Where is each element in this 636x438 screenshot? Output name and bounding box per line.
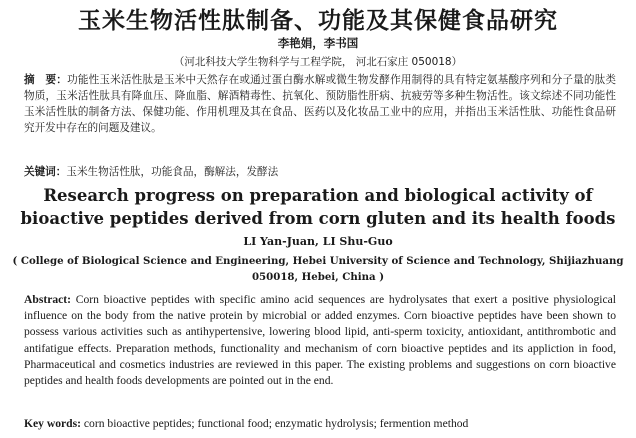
english-abstract-label: Abstract:	[24, 293, 72, 306]
english-authors: LI Yan-Juan, LI Shu-Guo	[243, 235, 393, 248]
english-keywords	[24, 416, 616, 432]
english-keywords-label: Key words:	[24, 417, 81, 430]
chinese-keywords	[24, 164, 616, 180]
english-abstract-text: Corn bioactive peptides with specific amino acid sequences are hydrolysates that exert a positive physiological influence on the body from the native protein by microbial or added enzymes. Corn bioactive peptides have been shown to possess various activities such as antihypertensive, lowering blood lipid, anti-sperm toxicity, antioxidant, antithrombotic and antifatigue effects. Preparation methods, functionality and mechanism of corn bioactive peptides and its appliction in food, Pharmaceutical and cosmetics industries are reviewed in this paper. The existing problems and suggestions on corn bioactive peptides and health foods developments are pointed out in the end.	[24, 293, 616, 388]
chinese-abstract	[24, 72, 616, 136]
english-title: Research progress on preparation and biological activity of bioactive peptides derived from corn gluten and its health foods	[20, 186, 616, 228]
chinese-title: 玉米生物活性肽制备、功能及其保健食品研究	[78, 8, 558, 34]
english-abstract	[24, 292, 616, 389]
english-affiliation: ( College of Biological Science and Engineering, Hebei University of Science and Technology, Shijiazhuang 050018, Hebei, China )	[12, 255, 624, 283]
chinese-abstract-label: 摘 要：	[24, 74, 68, 86]
chinese-keywords-label: 关键词：	[24, 166, 67, 178]
chinese-abstract-text: 功能性玉米活性肽是玉米中天然存在或通过蛋白酶水解或微生物发酵作用制得的具有特定氨基酸序列和分子量的肽类物质，玉米活性肽具有降血压、降血脂、解酒精毒性、抗氧化、预防脂性肝病、抗疲劳等多种生物活性。该文综述不同功能性玉米活性肽的制备方法、保健功能、作用机理及其在食品、医药以及化妆品工业中的应用，并指出玉米活性肽、功能性食品研究开发中存在的问题及建议。	[24, 74, 617, 134]
chinese-affiliation: （河北科技大学生物科学与工程学院， 河北石家庄 050018）	[173, 56, 463, 68]
english-keywords-text: corn bioactive peptides; functional food; enzymatic hydrolysis; fermention method	[83, 417, 469, 430]
cropped-next-line	[0, 433, 560, 438]
chinese-keywords-text: 玉米生物活性肽，功能食品，酶解法，发酵法	[66, 166, 279, 178]
chinese-authors: 李艳娟，李书国	[277, 36, 359, 50]
